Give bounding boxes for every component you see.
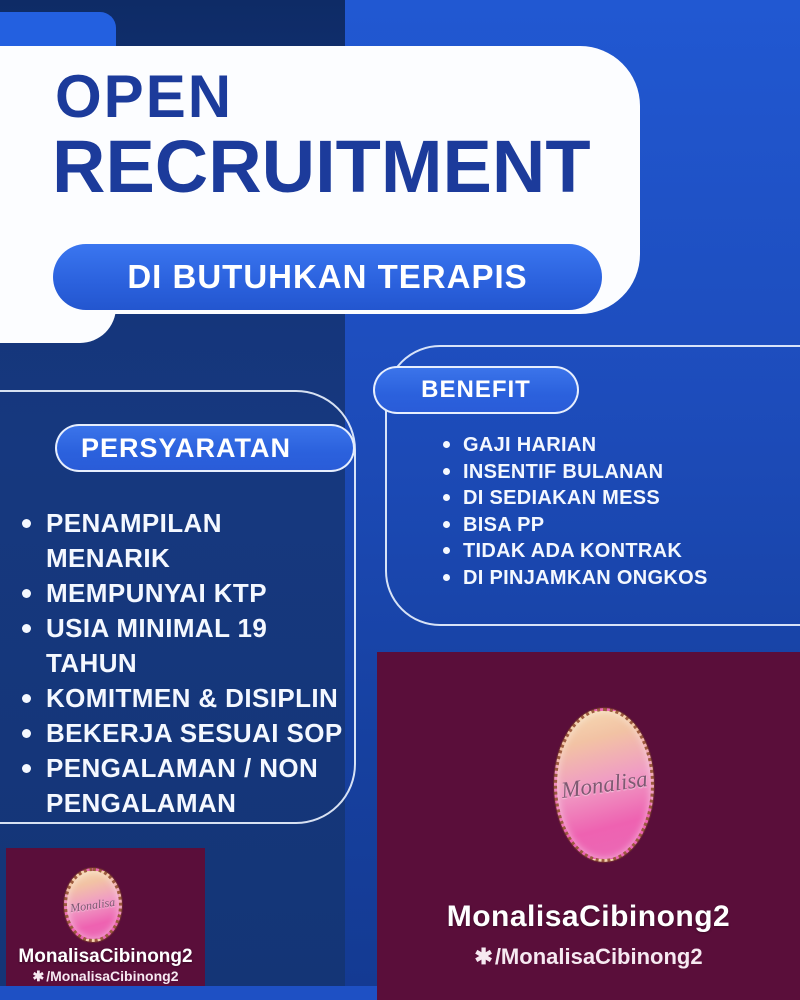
list-item: PENAMPILAN MENARIK (22, 506, 352, 576)
account-name-small: MonalisaCibinong2 (18, 946, 193, 967)
social-handle-line (377, 944, 800, 970)
social-handle-small: /MonalisaCibinong2 (46, 968, 179, 984)
list-item: DI PINJAMKAN ONGKOS (443, 565, 773, 592)
list-item: MEMPUNYAI KTP (22, 576, 352, 611)
monalisa-logo-icon (554, 708, 654, 862)
subtitle-pill: DI BUTUHKAN TERAPIS (53, 244, 602, 310)
social-asterisk-icon-small: ✱ (32, 968, 45, 984)
requirements-title-pill: PERSYARATAN (55, 424, 355, 472)
benefits-list (443, 432, 773, 591)
logo-script-text-small: Monalisa (69, 894, 117, 915)
list-item: DI SEDIAKAN MESS (443, 485, 773, 512)
list-item: KOMITMEN & DISIPLIN (22, 681, 352, 716)
branding-panel-large (377, 652, 800, 1000)
list-item: TIDAK ADA KONTRAK (443, 538, 773, 565)
monalisa-logo-icon-small (64, 868, 122, 942)
list-item: GAJI HARIAN (443, 432, 773, 459)
list-item: BEKERJA SESUAI SOP (22, 716, 352, 751)
social-asterisk-icon: ✱ (474, 944, 493, 969)
account-name: MonalisaCibinong2 (446, 900, 731, 933)
social-handle-line-small (6, 968, 205, 985)
poster-title-recruitment: RECRUITMENT (52, 125, 591, 208)
poster-title-open: OPEN (55, 63, 234, 130)
benefits-title-pill: BENEFIT (373, 366, 579, 414)
list-item: INSENTIF BULANAN (443, 459, 773, 486)
logo-script-text: Monalisa (559, 766, 649, 803)
list-item: USIA MINIMAL 19 TAHUN (22, 611, 352, 681)
list-item: PENGALAMAN / NON PENGALAMAN (22, 751, 352, 821)
bottom-blue-strip (0, 986, 377, 1000)
branding-panel-small (6, 848, 205, 987)
list-item: BISA PP (443, 512, 773, 539)
social-handle: /MonalisaCibinong2 (494, 944, 703, 969)
requirements-list (22, 506, 352, 821)
